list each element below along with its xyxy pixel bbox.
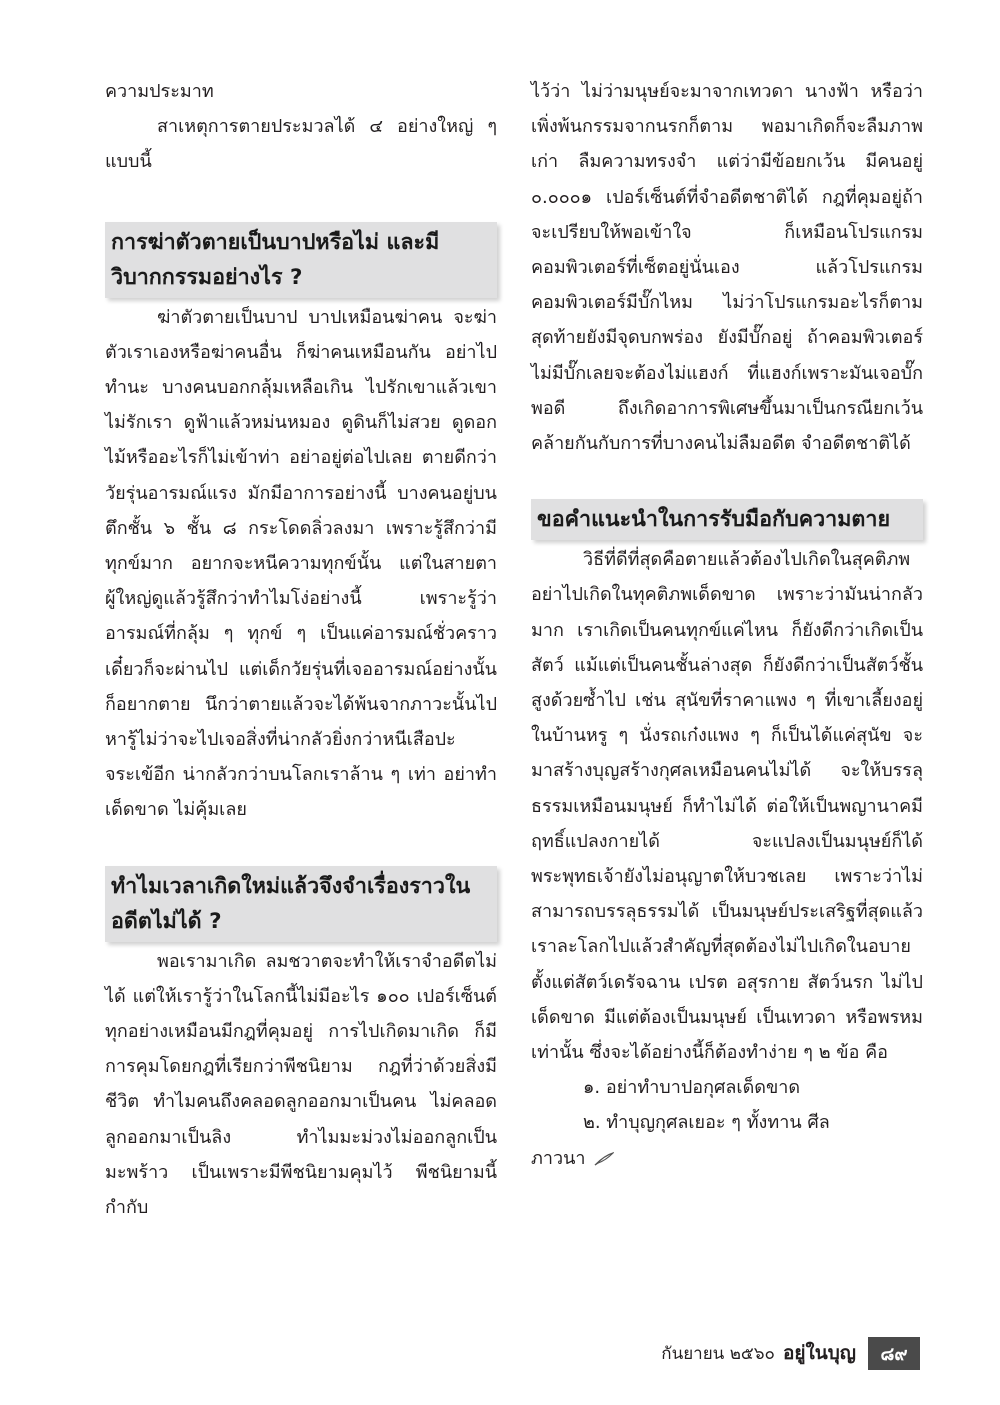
closing-text: ภาวนา <box>531 1147 586 1169</box>
list-item: ๒. ทำบุญกุศลเยอะ ๆ ทั้งทาน ศีล <box>583 1112 830 1134</box>
right-column <box>531 74 923 1176</box>
paragraph-causes: สาเหตุการตายประมวลได้ ๔ อย่างใหญ่ ๆ แบบนี้ <box>105 116 497 173</box>
list-item: ๑. อย่าทำบาปอกุศลเด็ดขาด <box>583 1077 801 1099</box>
section-heading-suicide: การฆ่าตัวตายเป็นบาปหรือไม่ และมีวิบากกรรมอย่างไร ? <box>105 222 497 298</box>
footer-magazine-title: อยู่ในบุญ <box>782 1342 856 1364</box>
paragraph-continuation-right: ไว้ว่า ไม่ว่ามนุษย์จะมาจากเทวดา นางฟ้า หรือว่าเพิ่งพ้นกรรมจากนรกก็ตาม พอมาเกิดก็จะลืมภาพเก่า ลืมความทรงจำ แต่ว่ามีข้อยกเว้น มีคนอยู่ ๐.๐๐๐๑ เปอร์เซ็นต์ที่จำอดีตชาติได้ กฎที่คุมอยู่ถ้าจะเปรียบให้พอเข้าใจ ก็เหมือนโปรแกรมคอมพิวเตอร์ที่เซ็ตอยู่นั่นเอง แล้วโปรแกรมคอมพิวเตอร์มีบั๊กไหม ไม่ว่าโปรแกรมอะไรก็ตาม สุดท้ายยังมีจุดบกพร่อง ยังมีบั๊กอยู่ ถ้าคอมพิวเตอร์ไม่มีบั๊กเลยจะต้องไม่แฮงก์ ที่แฮงก์เพราะมันเจอบั๊กพอดี ถึงเกิดอาการพิเศษขึ้นมาเป็นกรณียกเว้น คล้ายกันกับการที่บางคนไม่ลืมอดีต จำอดีตชาติได้ <box>531 81 923 455</box>
section-body-memory: พอเรามาเกิด ลมชวาตจะทำให้เราจำอดีตไม่ได้ แต่ให้เรารู้ว่าในโลกนี้ไม่มีอะไร ๑๐๐ เปอร์เซ็นต์ ทุกอย่างเหมือนมีกฎที่คุมอยู่ การไปเกิดมาเกิด ก็มีการคุมโดยกฎที่เรียกว่าพีชนิยาม กฎที่ว่าด้วยสิ่งมีชีวิต ทำไมคนถึงคลอดลูกออกมาเป็นคน ไม่คลอดลูกออกมาเป็นลิง ทำไมมะม่วงไม่ออกลูกเป็นมะพร้าว เป็นเพราะมีพีชนิยามคุมไว้ พีชนิยามนี้กำกับ <box>105 950 497 1219</box>
closing-line <box>531 1141 923 1176</box>
section-heading-memory: ทำไมเวลาเกิดใหม่แล้วจึงจำเรื่องราวในอดีตไม่ได้ ? <box>105 866 497 942</box>
page-footer <box>640 1337 920 1369</box>
footer-date: กันยายน ๒๕๖๐ <box>661 1343 775 1364</box>
section-body-suicide: ฆ่าตัวตายเป็นบาป บาปเหมือนฆ่าคน จะฆ่าตัวเราเองหรือฆ่าคนอื่น ก็ฆ่าคนเหมือนกัน อย่าไปทำนะ บางคนบอกกลุ้มเหลือเกิน ไปรักเขาแล้วเขาไม่รักเรา ดูฟ้าแล้วหม่นหมอง ดูดินก็ไม่สวย ดูดอกไม้หรืออะไรก็ไม่เข้าท่า อย่าอยู่ต่อไปเลย ตายดีกว่า วัยรุ่นอารมณ์แรง มักมีอาการอย่างนี้ บางคนอยู่บนตึกชั้น ๖ ชั้น ๘ กระโดดลิ่วลงมา เพราะรู้สึกว่ามีทุกข์มาก อยากจะหนีความทุกข์นั้น แต่ในสายตาผู้ใหญ่ดูแล้วรู้สึกว่าทำไมโง่อย่างนี้ เพราะรู้ว่าอารมณ์ที่กลุ้ม ๆ ทุกข์ ๆ เป็นแค่อารมณ์ชั่วคราว เดี๋ยวก็จะผ่านไป แต่เด็กวัยรุ่นที่เจออารมณ์อย่างนั้น ก็อยากตาย นึกว่าตายแล้วจะได้พ้นจากภาวะนั้นไป หารู้ไม่ว่าจะไปเจอสิ่งที่น่ากลัวยิ่งกว่าหนีเสือปะจระเข้อีก น่ากลัวกว่าบนโลกเราล้าน ๆ เท่า อย่าทำเด็ดขาด ไม่คุ้มเลย <box>105 306 497 821</box>
left-column <box>105 74 497 1225</box>
quill-icon <box>594 1152 614 1166</box>
section-body-death-advice: วิธีที่ดีที่สุดคือตายแล้วต้องไปเกิดในสุคติภพ อย่าไปเกิดในทุคติภพเด็ดขาด เพราะว่ามันน่ากลัวมาก เราเกิดเป็นคนทุกข์แค่ไหน ก็ยังดีกว่าเกิดเป็นสัตว์ แม้แต่เป็นคนชั้นล่างสุด ก็ยังดีกว่าเป็นสัตว์ชั้นสูงด้วยซ้ำไป เช่น สุนัขที่ราคาแพง ๆ ที่เขาเลี้ยงอยู่ในบ้านหรู ๆ นั่งรถเก๋งแพง ๆ ก็เป็นได้แค่สุนัข จะมาสร้างบุญสร้างกุศลเหมือนคนไม่ได้ จะให้บรรลุธรรมเหมือนมนุษย์ ก็ทำไม่ได้ ต่อให้เป็นพญานาคมีฤทธิ์แปลงกายได้ จะแปลงเป็นมนุษย์ก็ได้ พระพุทธเจ้ายังไม่อนุญาตให้บวชเลย เพราะว่าไม่สามารถบรรลุธรรมได้ เป็นมนุษย์ประเสริฐที่สุดแล้ว เราละโลกไปแล้วสำคัญที่สุดต้องไม่ไปเกิดในอบาย ตั้งแต่สัตว์เดรัจฉาน เปรต อสุรกาย สัตว์นรก ไม่ไปเด็ดขาด มีแต่ต้องเป็นมนุษย์ เป็นเทวดา หรือพรหมเท่านั้น ซึ่งจะได้อย่างนี้ก็ต้องทำง่าย ๆ ๒ ข้อ คือ <box>531 549 923 1064</box>
paragraph-continuation: ความประมาท <box>105 81 214 102</box>
section-heading-death-advice: ขอคำแนะนำในการรับมือกับความตาย <box>531 499 923 540</box>
page-number: ๘๙ <box>868 1337 920 1370</box>
